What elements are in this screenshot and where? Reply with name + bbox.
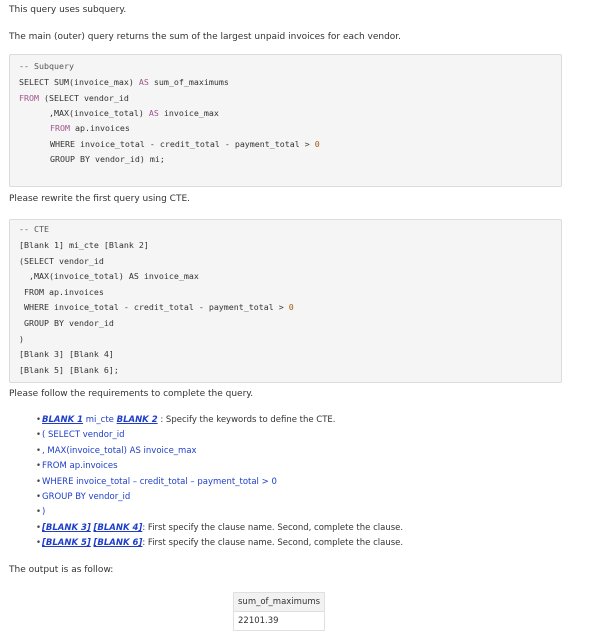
output-label: The output is as follow:	[9, 565, 114, 575]
code-line: FROM ap.invoices	[50, 123, 130, 133]
list-item: • GROUP BY vendor_id	[36, 491, 403, 506]
cte-code-block	[9, 219, 562, 383]
table-row	[234, 612, 325, 631]
code-line: [Blank 5] [Blank 6];	[19, 365, 119, 375]
list-item: • WHERE invoice_total – credit_total – payment_total > 0	[36, 476, 403, 491]
list-item: • , MAX(invoice_total) AS invoice_max	[36, 445, 403, 460]
follow-prompt: Please follow the requirements to complete the query.	[9, 389, 254, 399]
code-line: [Blank 1] mi_cte [Blank 2]	[19, 240, 149, 250]
table-cell: 22101.39	[234, 612, 325, 631]
list-item: • [BLANK 5] [BLANK 6]: First specify the clause name. Second, complete the clause.	[36, 537, 403, 552]
blank-6-link[interactable]: [BLANK 6]	[93, 538, 143, 549]
list-item: • ( SELECT vendor_id	[36, 429, 403, 444]
list-item: • )	[36, 506, 403, 521]
blank-5-link[interactable]: [BLANK 5]	[42, 538, 91, 549]
code-line: )	[19, 334, 24, 344]
code-line: GROUP BY vendor_id	[24, 318, 114, 328]
outer-query-description: The main (outer) query returns the sum of the largest unpaid invoices for each vendor.	[9, 32, 402, 42]
code-line: ,MAX(invoice_total) AS invoice_max	[19, 108, 219, 118]
column-header: sum_of_maximums	[234, 593, 325, 612]
code-comment: -- Subquery	[19, 61, 74, 71]
code-line: ,MAX(invoice_total) AS invoice_max	[24, 271, 199, 281]
code-line: FROM ap.invoices	[24, 287, 104, 297]
list-item: • FROM ap.invoices	[36, 460, 403, 475]
rewrite-prompt: Please rewrite the first query using CTE.	[9, 194, 191, 204]
code-line: SELECT SUM(invoice_max) AS sum_of_maximums	[19, 77, 229, 87]
code-line: GROUP BY vendor_id) mi;	[50, 154, 165, 164]
list-item: • [BLANK 3] [BLANK 4]: First specify the clause name. Second, complete the clause.	[36, 522, 403, 537]
code-line: FROM (SELECT vendor_id	[19, 93, 129, 103]
list-item: • BLANK 1 mi_cte BLANK 2 : Specify the keywords to define the CTE.	[36, 414, 403, 429]
output-table	[233, 592, 325, 631]
subquery-code-block	[9, 54, 562, 187]
code-comment: -- CTE	[19, 224, 49, 234]
code-line: [Blank 3] [Blank 4]	[19, 349, 114, 359]
blank-2-link[interactable]: BLANK 2	[116, 415, 158, 425]
table-header-row	[234, 593, 325, 612]
code-line: WHERE invoice_total - credit_total - payment_total > 0	[50, 139, 320, 149]
blank-1-link[interactable]: BLANK 1	[42, 415, 84, 425]
blank-3-link[interactable]: [BLANK 3]	[42, 522, 91, 533]
code-line: (SELECT vendor_id	[19, 256, 104, 266]
requirements-list	[36, 414, 403, 553]
intro-text: This query uses subquery.	[9, 5, 127, 15]
code-line: WHERE invoice_total - credit_total - payment_total > 0	[24, 302, 294, 312]
blank-4-link[interactable]: [BLANK 4]	[93, 522, 143, 533]
